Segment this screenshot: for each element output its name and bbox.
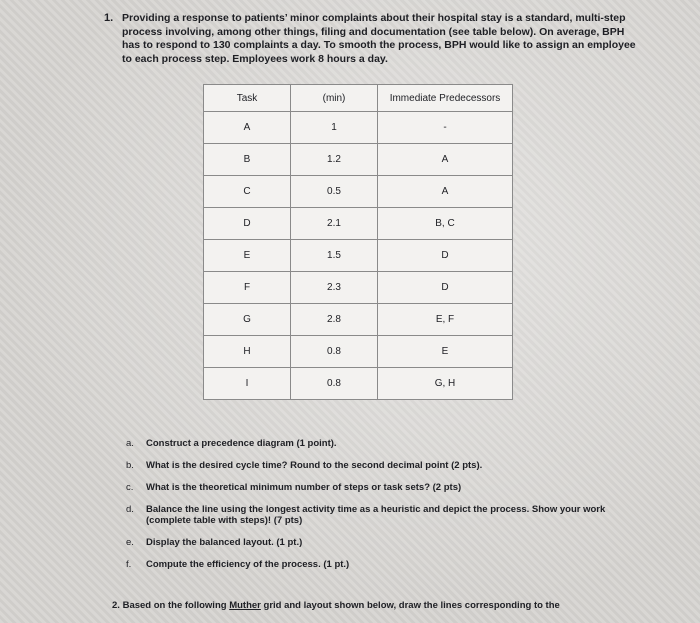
list-item <box>126 537 606 548</box>
part-text: Balance the line using the longest activity time as a heuristic and depict the process. Show your work (complete table with steps)! (7 pts) <box>146 504 606 526</box>
list-item <box>126 504 606 526</box>
part-text: Display the balanced layout. (1 pt.) <box>146 537 303 548</box>
part-letter: e. <box>126 537 134 548</box>
header-task: Task <box>204 85 291 112</box>
part-letter: b. <box>126 460 134 471</box>
task-cell: F <box>204 272 291 304</box>
header-predecessors: Immediate Predecessors <box>378 85 513 112</box>
time-cell: 0.8 <box>291 368 378 400</box>
predecessor-cell: B, C <box>378 208 513 240</box>
predecessor-cell: - <box>378 112 513 144</box>
question-2-number: 2. <box>112 600 120 611</box>
task-cell: D <box>204 208 291 240</box>
header-min: (min) <box>291 85 378 112</box>
list-item <box>126 438 606 449</box>
predecessor-cell: G, H <box>378 368 513 400</box>
question-parts-list <box>126 438 606 581</box>
table-row <box>204 304 513 336</box>
part-letter: a. <box>126 438 134 449</box>
question-2-text-start: Based on the following <box>122 600 227 611</box>
question-2-text-end: grid and layout shown below, draw the lines corresponding to the <box>263 600 560 611</box>
task-cell: B <box>204 144 291 176</box>
part-text: What is the desired cycle time? Round to the second decimal point (2 pts). <box>146 460 483 471</box>
time-cell: 2.1 <box>291 208 378 240</box>
part-letter: d. <box>126 504 134 515</box>
task-table <box>203 84 513 400</box>
table-row <box>204 176 513 208</box>
part-text: Compute the efficiency of the process. (1 pt.) <box>146 559 350 570</box>
time-cell: 0.8 <box>291 336 378 368</box>
list-item <box>126 482 606 493</box>
predecessor-cell: D <box>378 240 513 272</box>
table-row <box>204 112 513 144</box>
list-item <box>126 460 606 471</box>
table-row <box>204 208 513 240</box>
time-cell: 0.5 <box>291 176 378 208</box>
task-cell: C <box>204 176 291 208</box>
task-cell: E <box>204 240 291 272</box>
table-header-row <box>204 85 513 112</box>
time-cell: 2.8 <box>291 304 378 336</box>
table-row <box>204 144 513 176</box>
table-row <box>204 336 513 368</box>
task-cell: G <box>204 304 291 336</box>
part-text: What is the theoretical minimum number of steps or task sets? (2 pts) <box>146 482 462 493</box>
table-row <box>204 240 513 272</box>
part-letter: c. <box>126 482 134 493</box>
question-1-text: Providing a response to patients’ minor complaints about their hospital stay is a standard, multi-step process involving, among other things, filing and documentation (see table below). On average, BPH has to respond to 130 complaints a day. To smooth the process, BPH would like to assign an employee to each process step. Employees work 8 hours a day. <box>122 12 636 65</box>
predecessor-cell: D <box>378 272 513 304</box>
time-cell: 1 <box>291 112 378 144</box>
predecessor-cell: E, F <box>378 304 513 336</box>
part-letter: f. <box>126 559 132 570</box>
task-cell: A <box>204 112 291 144</box>
time-cell: 2.3 <box>291 272 378 304</box>
question-2-underlined-word: Muther <box>229 600 261 611</box>
task-cell: I <box>204 368 291 400</box>
time-cell: 1.5 <box>291 240 378 272</box>
time-cell: 1.2 <box>291 144 378 176</box>
table-row <box>204 272 513 304</box>
part-text: Construct a precedence diagram (1 point). <box>146 438 337 449</box>
predecessor-cell: A <box>378 176 513 208</box>
question-2 <box>112 600 560 611</box>
question-1-number: 1. <box>104 12 114 24</box>
table-row <box>204 368 513 400</box>
task-cell: H <box>204 336 291 368</box>
predecessor-cell: A <box>378 144 513 176</box>
predecessor-cell: E <box>378 336 513 368</box>
list-item <box>126 559 606 570</box>
